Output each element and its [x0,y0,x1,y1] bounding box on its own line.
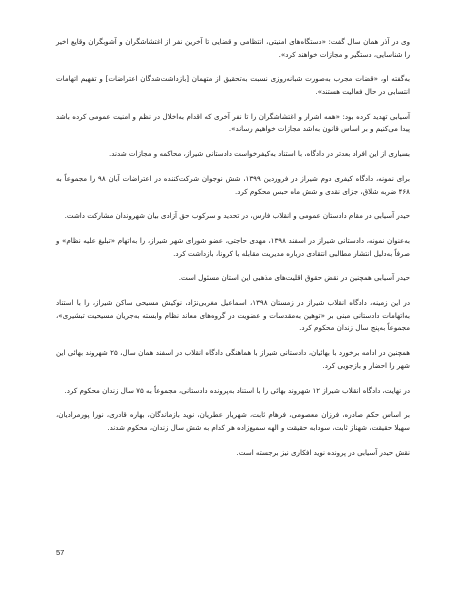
paragraph: در این زمینه، دادگاه انقلاب شیراز در زمستان ۱۳۹۸، اسماعیل مغربی‌نژاد، نوکیش مسیحی ساکن شیراز، را با استناد به‌اتهامات دادستانی مبنی بر «توهین به‌مقدسات و عضویت در گروه‌های معاند نظام وابسته به‌جریان مسیحیت تبشیری»، مجموعاً به‌پنج سال زندان محکوم کرد. [56,298,410,333]
document-body [56,36,410,472]
paragraph: در نهایت، دادگاه انقلاب شیراز ۱۲ شهروند بهائی را با استناد به‌پرونده دادستانی، مجموعاً به ۷۵ سال زندان محکوم کرد. [64,385,410,395]
paragraph: بسیاری از این افراد بعدتر در دادگاه، با استناد به‌کیفرخواست دادستانی شیراز، محاکمه و مجازات شدند. [109,149,410,159]
paragraph: همچنین در ادامه برخورد با بهائیان، دادستانی شیراز با هماهنگی دادگاه انقلاب در اسفند همان سال، ۲۵ شهروند بهائی این شهر را احضار و بازجویی کرد. [56,348,410,370]
paragraph: حیدر آسیابی همچنین در نقض حقوق اقلیت‌های مذهبی این استان مسئول است. [178,273,410,283]
paragraph: حیدر آسیابی در مقام دادستان عمومی و انقلاب فارس، در تحدید و سرکوب حق آزادی بیان شهروندان مشارکت داشت. [64,211,410,221]
paragraph: برای نمونه، دادگاه کیفری دوم شیراز در فروردین ۱۳۹۹، شش نوجوان شرکت‌کننده در اعتراضات آبان ۹۸ را مجموعاً به ۴۶۸ ضربه شلاق، جزای نقدی و شش ماه حبس محکوم کرد. [56,173,410,196]
paragraph: به‌گفته او، «قضات مجرب به‌صورت شبانه‌روزی نسبت به‌تحقیق از متهمان [بازداشت‌شدگان اعتراضات] و تفهیم اتهامات انتسابی در حال فعالیت هستند». [56,74,410,96]
paragraph: آسیابی تهدید کرده بود: «همه اشرار و اغتشاشگران را تا نفر آخری که اقدام به‌اخلال در نظم و امنیت عمومی کرده باشد پیدا می‌کنیم و بر اساس قانون به‌اشد مجازات خواهیم رساند». [56,111,410,134]
paragraph: به‌عنوان نمونه، دادستانی شیراز در اسفند ۱۳۹۸، مهدی حاجتی، عضو شورای شهر شیراز، را به‌اتهام «تبلیغ علیه نظام» و صرفاً به‌دلیل انتشار مطالبی انتقادی درباره مدیریت مقابله با کرونا، بازداشت کرد. [56,236,410,258]
paragraph: بر اساس حکم صادره، فرزان معصومی، فرهام ثابت، شهریار عطریان، نوید بازماندگان، بهاره قادری، نورا پورمرادیان، سهیلا حقیقت، شهناز ثابت، سودابه حقیقت و الهه سمیع‌زاده هر کدام به شش سال زندان، محکوم شدند. [56,410,410,432]
page-number: 57 [56,548,65,557]
paragraph: نقش حیدر آسیابی در پرونده نوید افکاری نیز برجسته است. [236,447,410,457]
paragraph: وی در آذر همان سال گفت: «دستگاه‌های امنیتی، انتظامی و قضایی تا آخرین نفر از اغتشاشگران و آشوبگران وقایع اخیر را شناسایی، دستگیر و مجازات خواهند کرد». [56,37,410,59]
